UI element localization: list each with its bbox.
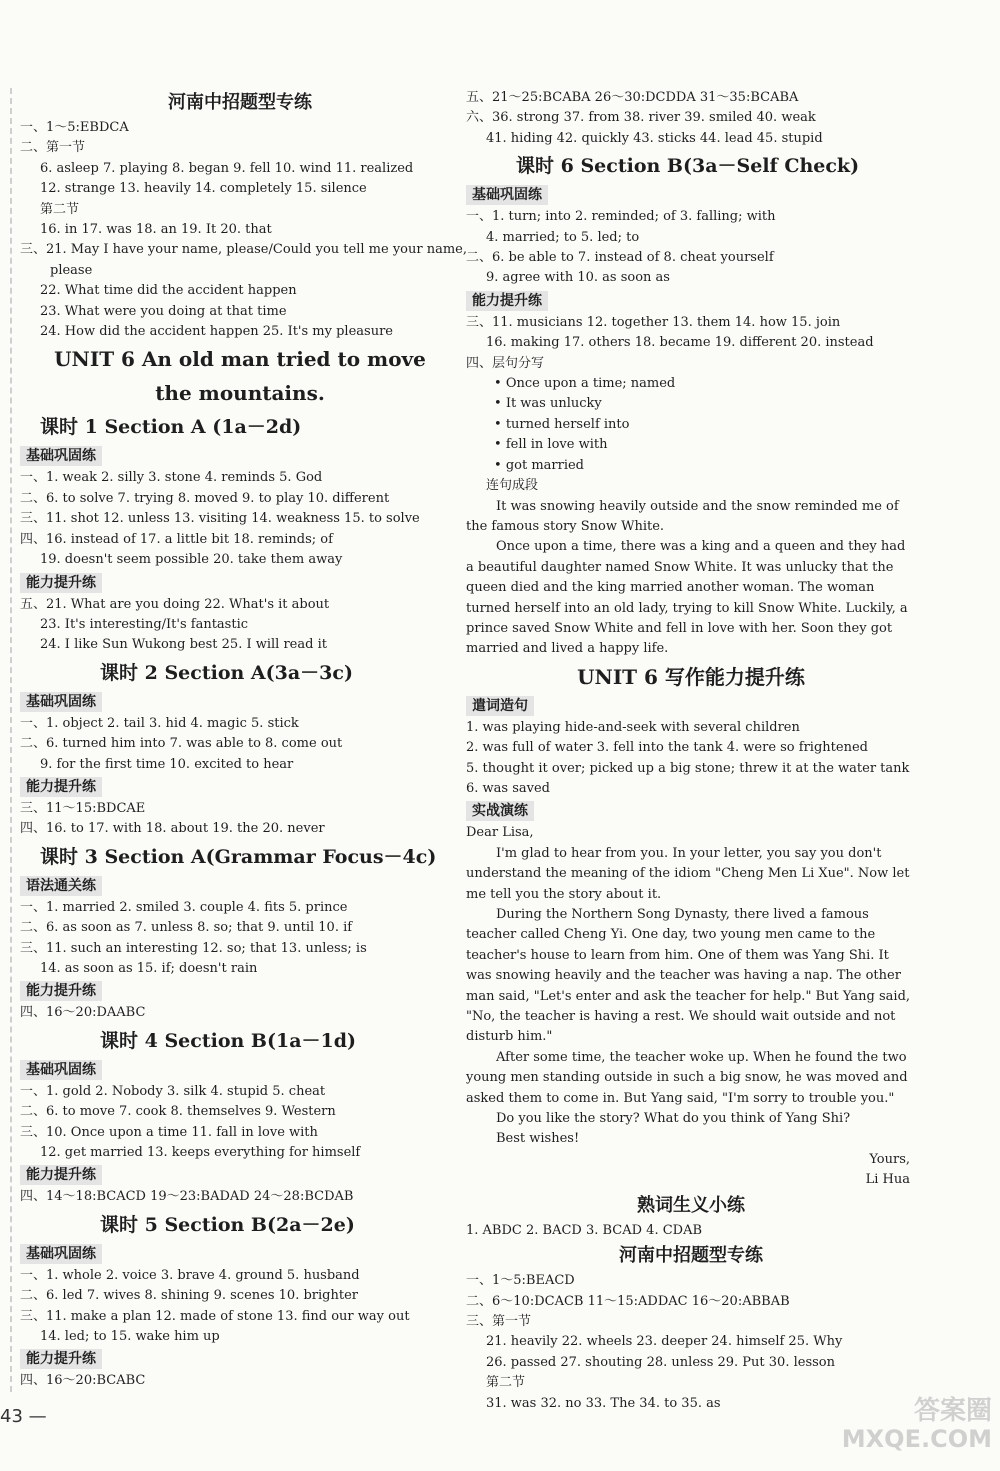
answer-line: 二、6. led 7. wives 8. shining 9. scenes 10. brighter xyxy=(20,1288,358,1304)
answer-line: 1. ABDC 2. BACD 3. BCAD 4. CDAB xyxy=(466,1222,703,1238)
answer-line: 24. How did the accident happen 25. It's my pleasure xyxy=(40,324,393,340)
answer-line: 23. It's interesting/It's fantastic xyxy=(40,616,249,632)
lesson-heading: 课时 4 Section B(1a－1d) xyxy=(100,1029,356,1052)
answer-line: 五、21. What are you doing 22. What's it about xyxy=(20,596,330,612)
paragraph: Once upon a time, there was a king and a queen and they had a beautiful daughter named Snow White. It was unlucky that the queen died and the king married another woman. The woman turned herself into an old lady, trying to kill Snow White. Luckily, a prince saved Snow White and fell in love with her. Soon they got married and lived a happy life. xyxy=(466,539,908,657)
answer-line: 16. in 17. was 18. an 19. It 20. that xyxy=(40,222,272,238)
answer-line: 二、6～10:DCACB 11～15:ADDAC 16～20:ABBAB xyxy=(466,1293,790,1309)
bullet-item: • got married xyxy=(466,456,916,476)
answer-line: 第二节 xyxy=(40,201,80,217)
section-tag: 基础巩固练 xyxy=(20,446,102,466)
section-title: 河南中招题型专练 xyxy=(168,92,312,113)
answer-line: 三、11. such an interesting 12. so; that 13. unless; is xyxy=(20,940,367,956)
answer-line: 24. I like Sun Wukong best 25. I will read it xyxy=(40,637,327,653)
answer-line: please xyxy=(50,262,93,278)
answer-line: 14. led; to 15. wake him up xyxy=(40,1329,220,1345)
section-title: 河南中招题型专练 xyxy=(619,1245,763,1267)
answer-line: 6. asleep 7. playing 8. began 9. fell 10. wind 11. realized xyxy=(40,160,414,176)
section-tag: 能力提升练 xyxy=(20,777,102,797)
section-tag: 基础巩固练 xyxy=(20,1244,102,1264)
section-tag: 基础巩固练 xyxy=(466,185,548,205)
answer-line: 六、36. strong 37. from 38. river 39. smiled 40. weak xyxy=(466,110,816,126)
answer-line: 5. thought it over; picked up a big stone; threw it at the water tank xyxy=(466,760,910,776)
paragraph: Do you like the story? What do you think of Yang Shi? xyxy=(496,1111,851,1127)
section-title: 熟词生义小练 xyxy=(637,1194,745,1216)
answer-line: 五、21～25:BCABA 26～30:DCDDA 31～35:BCABA xyxy=(466,90,799,105)
answer-line: 一、1. weak 2. silly 3. stone 4. reminds 5. God xyxy=(20,470,323,486)
answer-line: 一、1. married 2. smiled 3. couple 4. fits 5. prince xyxy=(20,899,348,915)
answer-line: 41. hiding 42. quickly 43. sticks 44. lead 45. stupid xyxy=(486,130,823,146)
answer-line: 四、16～20:DAABC xyxy=(20,1005,146,1021)
answer-line: 9. agree with 10. as soon as xyxy=(486,270,670,286)
answer-line: 二、6. turned him into 7. was able to 8. come out xyxy=(20,736,343,752)
paragraph: Best wishes! xyxy=(496,1131,580,1147)
unit-title: UNIT 6 An old man tried to move xyxy=(54,347,426,372)
section-tag: 语法通关练 xyxy=(20,876,102,896)
answer-line: 一、1～5:BEACD xyxy=(466,1273,575,1289)
section-tag: 能力提升练 xyxy=(20,981,102,1001)
answer-line: 一、1. object 2. tail 3. hid 4. magic 5. stick xyxy=(20,715,299,731)
paragraph: I'm glad to hear from you. In your letter, you say you don't understand the meaning of the idiom "Cheng Men Li Xue". Now let me tell you the story about it. xyxy=(466,845,910,902)
answer-line: 四、16. to 17. with 18. about 19. the 20. never xyxy=(20,821,325,837)
watermark-url: MXQE.COM xyxy=(841,1425,992,1453)
answer-line: 21. heavily 22. wheels 23. deeper 24. himself 25. Why xyxy=(486,1334,843,1350)
answer-line: 9. for the first time 10. excited to hear xyxy=(40,756,294,772)
answer-line: 23. What were you doing at that time xyxy=(40,303,287,319)
bullet-item: • Once upon a time; named xyxy=(466,374,916,394)
watermark-text: 答案圈 xyxy=(913,1396,992,1426)
answer-line: 一、1. turn; into 2. reminded; of 3. falling; with xyxy=(466,209,776,225)
bullet-item: • It was unlucky xyxy=(466,394,916,414)
answer-line: 14. as soon as 15. if; doesn't rain xyxy=(40,960,258,976)
answer-line: 4. married; to 5. led; to xyxy=(486,229,640,245)
letter-signature: Li Hua xyxy=(865,1172,910,1188)
answer-line: 四、层句分写 xyxy=(466,355,545,371)
section-tag: 能力提升练 xyxy=(20,573,102,593)
watermark-logo xyxy=(802,1397,992,1465)
letter-closing: Yours, xyxy=(869,1151,910,1167)
answer-line: 三、10. Once upon a time 11. fall in love with xyxy=(20,1124,318,1140)
answer-line: 三、11. shot 12. unless 13. visiting 14. weakness 15. to solve xyxy=(20,511,420,527)
answer-line: 连句成段 xyxy=(486,478,539,494)
answer-line: 二、6. to solve 7. trying 8. moved 9. to play 10. different xyxy=(20,490,390,506)
paragraph: It was snowing heavily outside and the snow reminded me of the famous story Snow White. xyxy=(466,498,899,534)
answer-line: 三、21. May I have your name, please/Could you tell me your name, xyxy=(20,242,467,258)
answer-line: 二、6. as soon as 7. unless 8. so; that 9. until 10. if xyxy=(20,920,353,936)
answer-line: 三、11. musicians 12. together 13. them 14. how 15. join xyxy=(466,314,841,330)
answer-line: 三、第一节 xyxy=(466,1313,532,1329)
answer-line: 16. making 17. others 18. became 19. different 20. instead xyxy=(486,335,874,351)
answer-line: 26. passed 27. shouting 28. unless 29. Put 30. lesson xyxy=(486,1354,835,1370)
answer-line: 19. doesn't seem possible 20. take them away xyxy=(40,552,343,568)
answer-line: 三、11. make a plan 12. made of stone 13. find our way out xyxy=(20,1308,410,1324)
section-tag: 能力提升练 xyxy=(20,1349,102,1369)
answer-line: 1. was playing hide-and-seek with several children xyxy=(466,719,800,735)
answer-line: 四、16. instead of 17. a little bit 18. reminds; of xyxy=(20,531,333,547)
answer-line: 四、16～20:BCABC xyxy=(20,1373,146,1389)
lesson-heading: 课时 3 Section A(Grammar Focus－4c) xyxy=(40,845,437,868)
answer-line: 22. What time did the accident happen xyxy=(40,283,297,299)
bullet-item: • turned herself into xyxy=(466,415,916,435)
answer-line: 12. strange 13. heavily 14. completely 15. silence xyxy=(40,181,367,197)
answer-line: 二、第一节 xyxy=(20,140,86,156)
letter-salutation: Dear Lisa, xyxy=(466,825,534,841)
page-number: 43 — xyxy=(0,1406,47,1427)
answer-line: 31. was 32. no 33. The 34. to 35. as xyxy=(486,1395,721,1411)
left-column xyxy=(10,88,467,1392)
right-column xyxy=(466,88,916,1414)
answer-line: 一、1. gold 2. Nobody 3. silk 4. stupid 5. cheat xyxy=(20,1083,326,1099)
lesson-heading: 课时 2 Section A(3a－3c) xyxy=(100,661,353,684)
bullet-item: • fell in love with xyxy=(466,435,916,455)
section-tag: 遣词造句 xyxy=(466,696,534,716)
section-tag: 基础巩固练 xyxy=(20,1060,102,1080)
unit-title: UNIT 6 写作能力提升练 xyxy=(577,664,805,689)
answer-line: 二、6. be able to 7. instead of 8. cheat yourself xyxy=(466,250,774,266)
section-tag: 能力提升练 xyxy=(20,1165,102,1185)
answer-line: 二、6. to move 7. cook 8. themselves 9. Western xyxy=(20,1104,336,1120)
answer-line: 第二节 xyxy=(486,1375,526,1391)
section-tag: 实战演练 xyxy=(466,801,534,821)
section-tag: 基础巩固练 xyxy=(20,692,102,712)
paragraph: After some time, the teacher woke up. When he found the two young men standing outside in such a big snow, he was moved and asked them to come in. But Yang said, "I'm sorry to trouble you." xyxy=(466,1049,908,1106)
answer-line: 12. get married 13. keeps everything for himself xyxy=(40,1145,361,1160)
answer-line: 一、1～5:EBDCA xyxy=(20,120,129,135)
lesson-heading: 课时 1 Section A (1a－2d) xyxy=(40,416,302,439)
lesson-heading: 课时 5 Section B(2a－2e) xyxy=(100,1213,355,1236)
section-tag: 能力提升练 xyxy=(466,291,548,311)
answer-line: 6. was saved xyxy=(466,780,550,796)
unit-title-line2: the mountains. xyxy=(155,381,325,406)
lesson-heading: 课时 6 Section B(3a－Self Check) xyxy=(516,155,860,178)
answer-line: 2. was full of water 3. fell into the tank 4. were so frightened xyxy=(466,740,868,756)
answer-line: 三、11～15:BDCAE xyxy=(20,800,146,816)
answer-line: 四、14～18:BCACD 19～23:BADAD 24～28:BCDAB xyxy=(20,1189,354,1205)
answer-line: 一、1. whole 2. voice 3. brave 4. ground 5. husband xyxy=(20,1267,360,1283)
paragraph: During the Northern Song Dynasty, there lived a famous teacher called Cheng Yi. One day, two young men came to the teacher's house to learn from him. One of them was Yang Shi. It was snowing heavily and the teacher was having a nap. The other man said, "Let's enter and ask the teacher for help." But Yang said, "No, the teacher is having a rest. We should wait outside and not disturb him." xyxy=(466,907,911,1045)
